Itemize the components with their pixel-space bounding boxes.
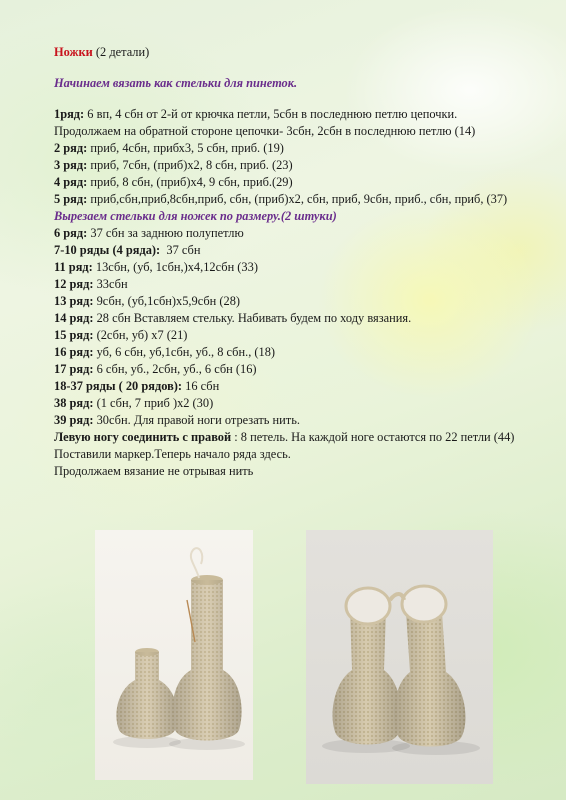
subtitle-cut-insoles: Вырезаем стельки для ножек по размеру.(2 штуки) [54, 209, 337, 223]
row-14 [54, 310, 524, 327]
title-main: Ножки [54, 45, 93, 59]
row-label: 2 ряд: [54, 141, 88, 155]
row-text: 6 вп, 4 сбн от 2-й от крючка петли, 5сбн в последнюю петлю цепочки. Продолжаем на обратной стороне цепочки- 3сбн, 2сбн в последнюю петлю (14) [54, 107, 476, 138]
row-text: 33сбн [96, 277, 128, 291]
row-4 [54, 174, 524, 191]
row-label: 7-10 ряды (4 ряда): [54, 243, 161, 257]
row-5 [54, 191, 524, 208]
title-detail: (2 детали) [95, 45, 150, 59]
row-text: 37 сбн [166, 243, 201, 257]
row-label: 13 ряд: [54, 294, 94, 308]
row-text: (1 сбн, 7 приб )х2 (30) [96, 396, 214, 410]
row-label: 3 ряд: [54, 158, 88, 172]
row-text: (2сбн, уб) х7 (21) [96, 328, 188, 342]
row-label: 6 ряд: [54, 226, 88, 240]
row-18-37 [54, 378, 524, 395]
row-text: приб,сбн,приб,8сбн,приб, сбн, (приб)х2, сбн, приб, 9сбн, приб., сбн, приб, (37) [90, 192, 508, 206]
continue-note: Продолжаем вязание не отрывая нить [54, 464, 254, 478]
row-11 [54, 259, 524, 276]
join-label: Левую ногу соединить с правой [54, 430, 232, 444]
row-12 [54, 276, 524, 293]
row-38 [54, 395, 524, 412]
row-17 [54, 361, 524, 378]
row-label: 16 ряд: [54, 345, 94, 359]
subtitle-insoles: Начинаем вязать как стельки для пинеток. [54, 76, 298, 90]
row-16 [54, 344, 524, 361]
row-label: 5 ряд: [54, 192, 88, 206]
row-text: 9сбн, (уб,1сбн)х5,9сбн (28) [96, 294, 241, 308]
row-label: 4 ряд: [54, 175, 88, 189]
row-text: 16 сбн [185, 379, 220, 393]
row-text: 30сбн. Для правой ноги отрезать нить. [96, 413, 300, 427]
crocheted-legs-illustration [95, 530, 253, 780]
photo-joined-legs [306, 530, 493, 784]
row-label: 39 ряд: [54, 413, 94, 427]
row-label: 15 ряд: [54, 328, 94, 342]
row-text: 37 сбн за заднюю полупетлю [90, 226, 244, 240]
row-text: приб, 8 сбн, (приб)х4, 9 сбн, приб.(29) [90, 175, 293, 189]
row-13 [54, 293, 524, 310]
row-label: 14 ряд: [54, 311, 94, 325]
row-15 [54, 327, 524, 344]
row-text: приб, 4сбн, прибх3, 5 сбн, приб. (19) [90, 141, 284, 155]
row-label: 12 ряд: [54, 277, 94, 291]
row-label: 11 ряд: [54, 260, 93, 274]
row-2 [54, 140, 524, 157]
pattern-text [54, 44, 524, 480]
row-label: 38 ряд: [54, 396, 94, 410]
row-text: 13сбн, (уб, 1сбн,)х4,12сбн (33) [95, 260, 258, 274]
row-39 [54, 412, 524, 429]
row-6 [54, 225, 524, 242]
row-3 [54, 157, 524, 174]
row-label: 18-37 ряды ( 20 рядов): [54, 379, 183, 393]
row-text: приб, 7сбн, (приб)х2, 8 сбн, приб. (23) [90, 158, 293, 172]
photo-leg-pieces [95, 530, 253, 780]
joined-legs-illustration [306, 530, 493, 784]
join-legs [54, 429, 524, 446]
section-title [54, 44, 524, 61]
row-7-10 [54, 242, 524, 259]
row-label: 1ряд: [54, 107, 85, 121]
row-1 [54, 106, 524, 140]
row-text: 6 сбн, уб., 2сбн, уб., 6 сбн (16) [96, 362, 257, 376]
row-text: уб, 6 сбн, уб,1сбн, уб., 8 сбн., (18) [96, 345, 276, 359]
join-text: : 8 петель. На каждой ноге остаются по 22 петли (44) [234, 430, 515, 444]
row-text: 28 сбн Вставляем стельку. Набивать будем по ходу вязания. [96, 311, 412, 325]
row-label: 17 ряд: [54, 362, 94, 376]
marker-note: Поставили маркер.Теперь начало ряда здесь. [54, 447, 291, 461]
